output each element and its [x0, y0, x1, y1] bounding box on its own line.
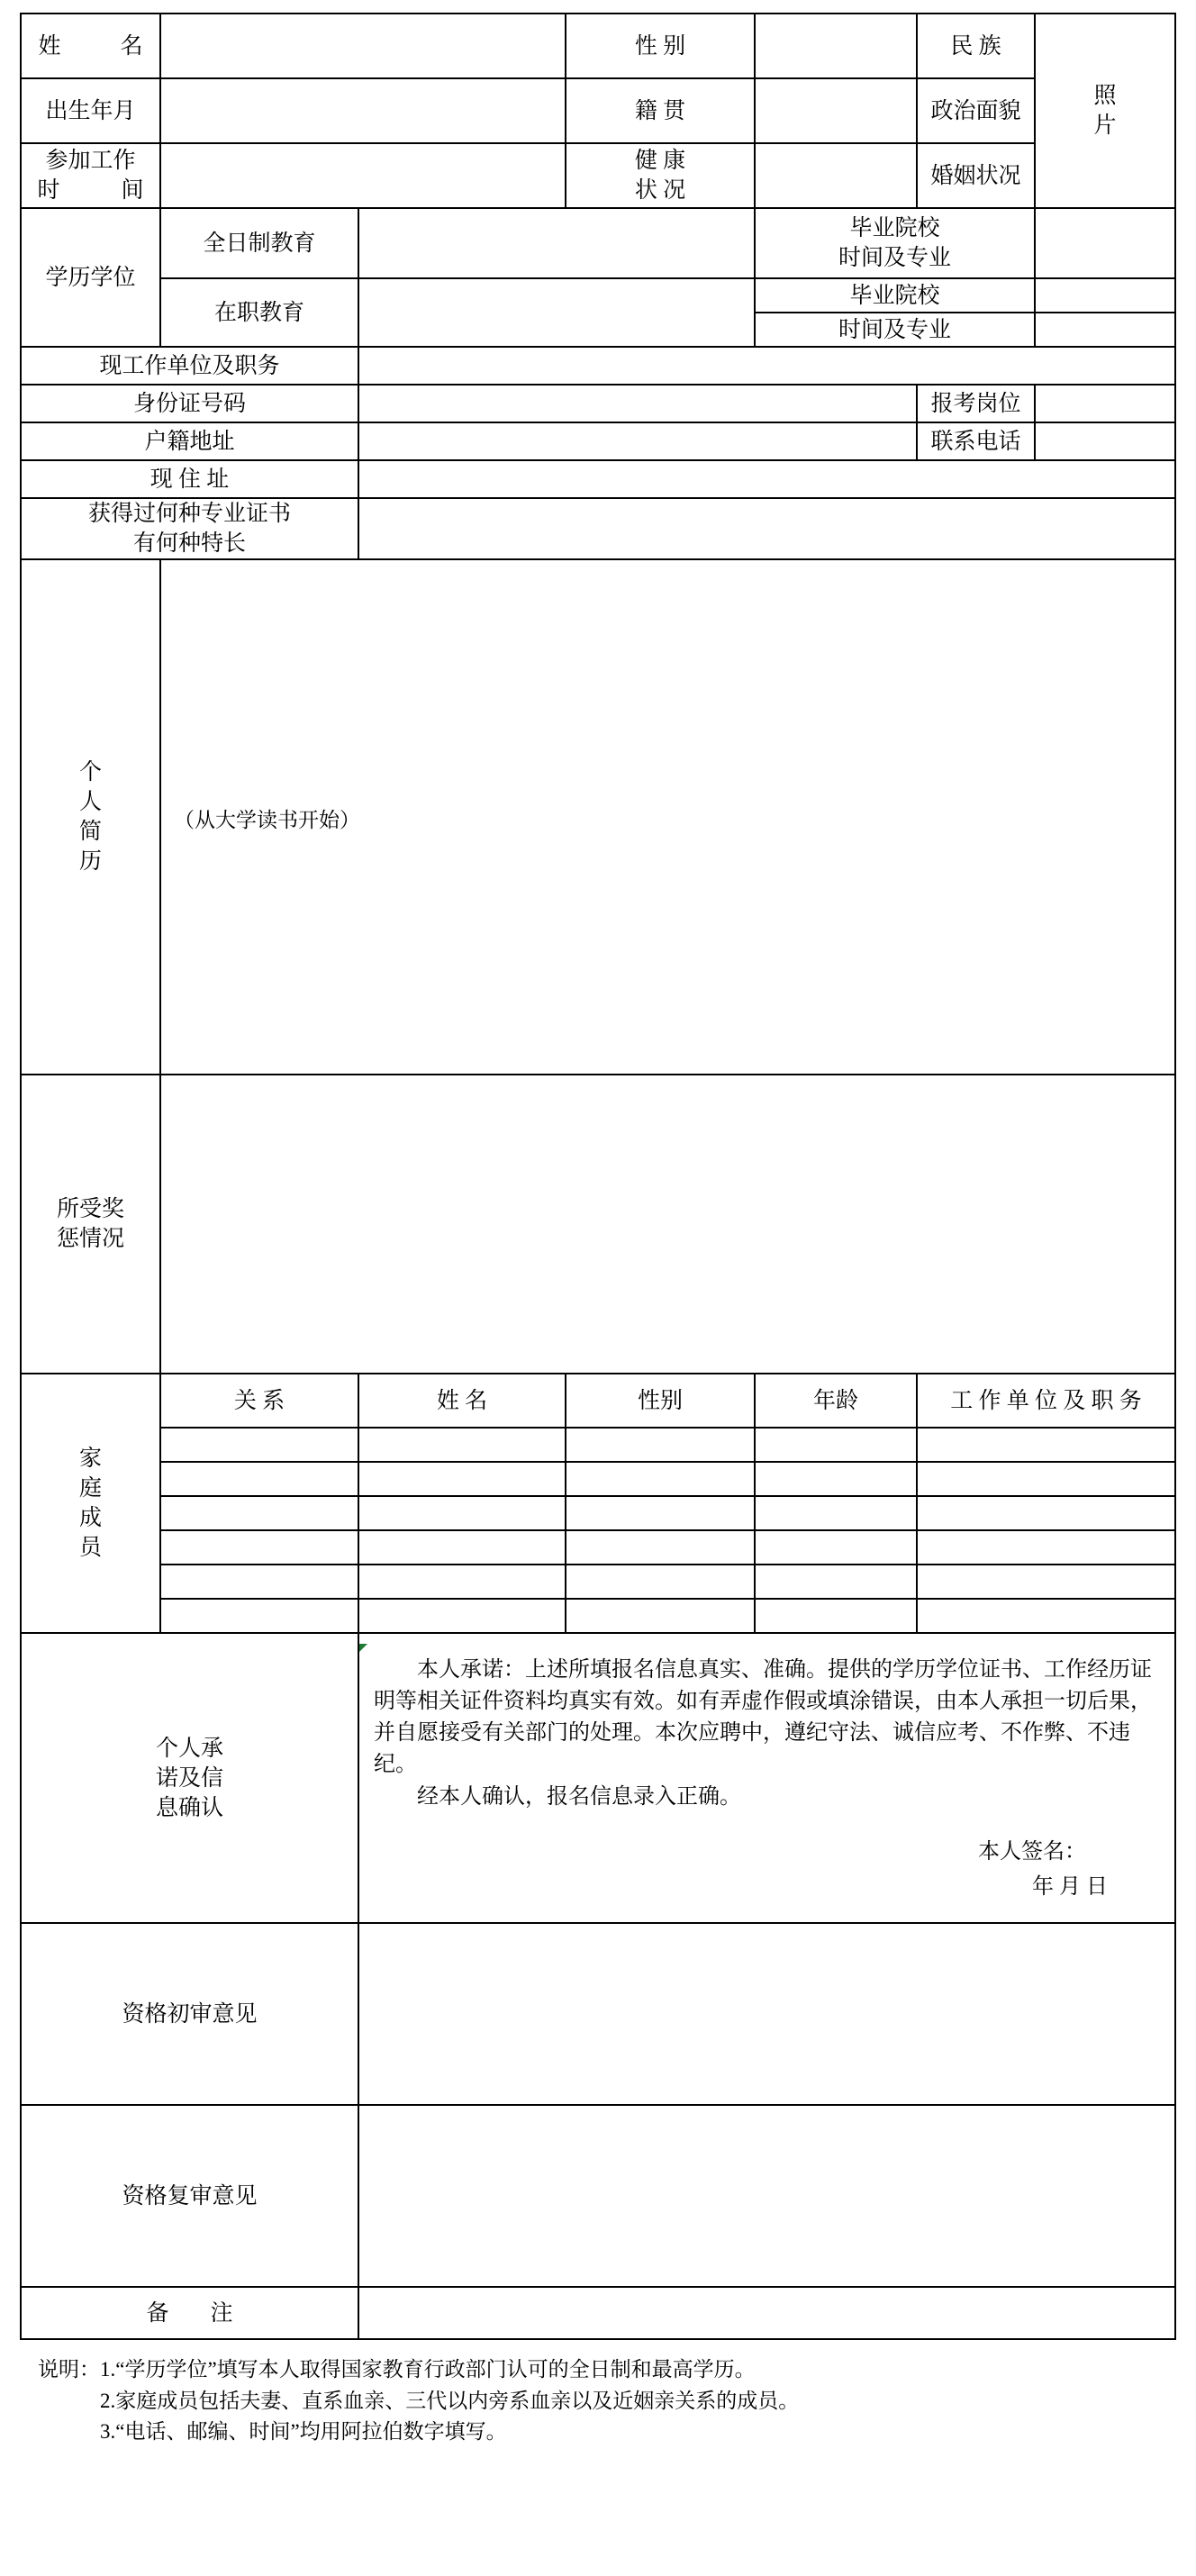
label-current-address-text: 现 住 址 — [150, 467, 230, 492]
label-rewards-line2: 惩情况 — [56, 1227, 124, 1251]
field-personal-resume[interactable] — [160, 559, 1175, 1075]
family-cell-employer[interactable] — [917, 1599, 1175, 1633]
label-birth-date-text: 出生年月 — [45, 98, 136, 123]
family-cell-employer[interactable] — [917, 1462, 1175, 1496]
label-household-address — [21, 422, 358, 460]
label-rewards-line1: 所受奖 — [56, 1197, 124, 1221]
field-id-number[interactable] — [358, 385, 917, 422]
family-header-employer: 工 作 单 位 及 职 务 — [917, 1374, 1175, 1428]
family-cell-age[interactable] — [755, 1428, 917, 1462]
row-current-address — [21, 460, 1175, 498]
family-cell-relation[interactable] — [160, 1530, 358, 1565]
footnote-row — [38, 2354, 1176, 2448]
field-gender[interactable] — [755, 14, 917, 78]
label-fulltime-education-text: 全日制教育 — [203, 231, 316, 256]
field-rewards-punishments[interactable] — [160, 1075, 1175, 1374]
field-current-address[interactable] — [358, 460, 1175, 498]
label-political-status — [917, 78, 1035, 143]
label-native-place-text: 籍 贯 — [634, 98, 686, 123]
label-fulltime-school — [755, 208, 1035, 278]
table-row — [21, 1565, 1175, 1599]
label-remarks — [21, 2287, 358, 2339]
label-fulltime-school-line1: 毕业院校 — [849, 216, 940, 240]
footnote-heading: 说明： — [38, 2358, 100, 2381]
family-cell-gender[interactable] — [566, 1462, 755, 1496]
comment-marker-icon — [359, 1644, 367, 1652]
label-commitment-line2: 诺及信 — [155, 1765, 223, 1791]
label-second-review-text: 资格复审意见 — [122, 2183, 258, 2209]
footnote-item-2: 2.家庭成员包括夫妻、直系血亲、三代以内旁系血亲以及近姻亲关系的成员。 — [100, 2389, 800, 2412]
field-inservice-education[interactable] — [358, 278, 755, 347]
field-second-review[interactable] — [358, 2105, 1175, 2287]
label-education-degree-text: 学历学位 — [45, 265, 136, 290]
family-cell-employer[interactable] — [917, 1428, 1175, 1462]
family-cell-employer[interactable] — [917, 1530, 1175, 1565]
commitment-paragraph-1: 本人承诺：上述所填报名信息真实、准确。提供的学历学位证书、工作经历证明等相关证件资料均真实有效。如有弄虚作假或填涂错误，由本人承担一切后果，并自愿接受有关部门的处理。本次应聘中，遵纪守法、诚信应考、不作弊、不违纪。 — [374, 1658, 1152, 1777]
family-cell-gender[interactable] — [566, 1496, 755, 1530]
label-inservice-school-line2 — [755, 313, 1035, 347]
family-cell-age[interactable] — [755, 1565, 917, 1599]
family-cell-gender[interactable] — [566, 1565, 755, 1599]
row-education-inservice-top — [21, 278, 1175, 313]
row-family-header — [21, 1374, 1175, 1428]
label-inservice-education — [160, 278, 358, 347]
family-cell-age[interactable] — [755, 1496, 917, 1530]
label-marital-status — [917, 143, 1035, 208]
label-birth-date — [21, 78, 160, 143]
registration-form-table — [20, 13, 1176, 2340]
resume-start-note: （从大学读书开始） — [174, 809, 360, 832]
label-certificates-line2: 有何种特长 — [132, 531, 246, 556]
row-certificates-specialties — [21, 498, 1175, 559]
row-birth-native-political — [21, 78, 1175, 143]
family-cell-relation[interactable] — [160, 1565, 358, 1599]
family-header-relation: 关 系 — [160, 1374, 358, 1428]
label-second-review — [21, 2105, 358, 2287]
label-inservice-school-line2-text: 时间及专业 — [838, 317, 952, 342]
family-header-gender: 性别 — [566, 1374, 755, 1428]
table-row — [21, 1496, 1175, 1530]
label-education-degree — [21, 208, 160, 347]
label-inservice-education-text: 在职教育 — [213, 300, 304, 325]
label-remarks-text: 备 注 — [146, 2300, 233, 2326]
label-political-status-text: 政治面貌 — [930, 98, 1021, 123]
label-first-review-text: 资格初审意见 — [122, 2001, 258, 2027]
label-applied-post — [917, 385, 1035, 422]
label-id-number-text: 身份证号码 — [132, 391, 246, 416]
label-rewards-punishments — [21, 1075, 160, 1374]
field-first-review[interactable] — [358, 1923, 1175, 2105]
label-work-start-time — [21, 143, 160, 208]
row-household-address — [21, 422, 1175, 460]
field-fulltime-school[interactable] — [1035, 208, 1175, 278]
row-commitment — [21, 1633, 1175, 1923]
label-health-status — [566, 143, 755, 208]
label-name — [21, 14, 160, 78]
label-resume-char-3: 历 — [78, 849, 102, 874]
footnote-item-1: 1.“学历学位”填写本人取得国家教育行政部门认可的全日制和最高学历。 — [100, 2358, 756, 2381]
family-cell-name[interactable] — [358, 1496, 566, 1530]
field-name[interactable] — [160, 14, 566, 78]
field-health-status[interactable] — [755, 143, 917, 208]
family-cell-name[interactable] — [358, 1428, 566, 1462]
label-marital-status-text: 婚姻状况 — [930, 163, 1021, 188]
family-cell-gender[interactable] — [566, 1428, 755, 1462]
label-resume-char-0: 个 — [78, 760, 102, 785]
label-inservice-school-line1-text: 毕业院校 — [849, 283, 940, 308]
label-family-char-1: 庭 — [78, 1476, 102, 1501]
label-family-members — [21, 1374, 160, 1633]
commitment-content — [358, 1633, 1175, 1923]
table-row — [21, 1599, 1175, 1633]
family-cell-employer[interactable] — [917, 1496, 1175, 1530]
field-household-address[interactable] — [358, 422, 917, 460]
label-commitment-line3: 息确认 — [155, 1795, 223, 1820]
field-native-place[interactable] — [755, 78, 917, 143]
field-inservice-school-bottom[interactable] — [1035, 313, 1175, 347]
field-current-employer[interactable] — [358, 347, 1175, 385]
footnote-item-3: 3.“电话、邮编、时间”均用阿拉伯数字填写。 — [100, 2420, 507, 2443]
photo-label-line1: 照 — [1093, 84, 1117, 108]
form-footnotes — [20, 2354, 1176, 2448]
label-personal-resume — [21, 559, 160, 1075]
field-remarks[interactable] — [358, 2287, 1175, 2339]
field-birth-date[interactable] — [160, 78, 566, 143]
field-work-start-time[interactable] — [160, 143, 566, 208]
label-work-start-line2: 时 间 — [37, 178, 144, 203]
table-row — [21, 1462, 1175, 1496]
footnote-list — [100, 2354, 799, 2448]
row-name-gender-ethnicity — [21, 14, 1175, 78]
row-remarks — [21, 2287, 1175, 2339]
label-health-line2: 状 况 — [634, 178, 686, 203]
label-ethnicity — [917, 14, 1035, 78]
label-applied-post-text: 报考岗位 — [930, 391, 1021, 416]
label-certificates-line1: 获得过何种专业证书 — [87, 502, 291, 526]
field-inservice-school-top[interactable] — [1035, 278, 1175, 313]
family-cell-age[interactable] — [755, 1599, 917, 1633]
label-resume-char-2: 简 — [78, 820, 102, 844]
row-personal-resume — [21, 559, 1175, 1075]
family-cell-gender[interactable] — [566, 1530, 755, 1565]
row-education-fulltime — [21, 208, 1175, 278]
label-name-text: 姓 名 — [38, 33, 145, 59]
label-inservice-school-line1 — [755, 278, 1035, 313]
label-resume-char-1: 人 — [78, 790, 102, 814]
field-phone[interactable] — [1035, 422, 1175, 460]
label-id-number — [21, 385, 358, 422]
table-row — [21, 1530, 1175, 1565]
label-native-place — [566, 78, 755, 143]
family-cell-relation[interactable] — [160, 1428, 358, 1462]
field-certificates[interactable] — [358, 498, 1175, 559]
field-fulltime-education[interactable] — [358, 208, 755, 278]
family-header-age: 年龄 — [755, 1374, 917, 1428]
label-fulltime-school-line2: 时间及专业 — [838, 246, 952, 270]
label-certificates — [21, 498, 358, 559]
commitment-text-block — [359, 1644, 1174, 1911]
table-row — [21, 1428, 1175, 1462]
label-health-line1: 健 康 — [634, 149, 686, 173]
signature-label: 本人签名： — [978, 1839, 1087, 1864]
label-gender — [566, 14, 755, 78]
row-first-review — [21, 1923, 1175, 2105]
family-cell-gender[interactable] — [566, 1599, 755, 1633]
family-cell-name[interactable] — [358, 1565, 566, 1599]
row-current-employer — [21, 347, 1175, 385]
label-phone — [917, 422, 1035, 460]
family-cell-relation[interactable] — [160, 1462, 358, 1496]
family-cell-age[interactable] — [755, 1530, 917, 1565]
family-cell-name[interactable] — [358, 1462, 566, 1496]
label-current-employer-text: 现工作单位及职务 — [99, 353, 280, 378]
label-family-char-2: 成 — [78, 1506, 102, 1530]
family-cell-relation[interactable] — [160, 1496, 358, 1530]
label-current-employer — [21, 347, 358, 385]
label-commitment-line1: 个人承 — [155, 1736, 223, 1761]
label-ethnicity-text: 民 族 — [950, 33, 1001, 59]
photo-box[interactable] — [1035, 14, 1175, 208]
label-family-char-3: 员 — [78, 1536, 102, 1560]
family-cell-name[interactable] — [358, 1530, 566, 1565]
row-rewards-punishments — [21, 1075, 1175, 1374]
family-cell-employer[interactable] — [917, 1565, 1175, 1599]
label-work-start-line1: 参加工作 — [45, 149, 136, 173]
row-id-number — [21, 385, 1175, 422]
label-current-address — [21, 460, 358, 498]
row-second-review — [21, 2105, 1175, 2287]
label-family-char-0: 家 — [78, 1447, 102, 1471]
label-phone-text: 联系电话 — [930, 429, 1021, 454]
field-applied-post[interactable] — [1035, 385, 1175, 422]
family-cell-relation[interactable] — [160, 1599, 358, 1633]
signature-date-label[interactable]: 年 月 日 — [1032, 1874, 1109, 1899]
label-commitment — [21, 1633, 358, 1923]
label-first-review — [21, 1923, 358, 2105]
photo-label-line2: 片 — [1093, 113, 1117, 138]
label-household-address-text: 户籍地址 — [144, 429, 235, 454]
family-cell-name[interactable] — [358, 1599, 566, 1633]
label-fulltime-education — [160, 208, 358, 278]
row-workstart-health-marital — [21, 143, 1175, 208]
label-gender-text: 性 别 — [634, 33, 686, 59]
family-cell-age[interactable] — [755, 1462, 917, 1496]
family-header-name: 姓 名 — [358, 1374, 566, 1428]
commitment-paragraph-2: 经本人确认，报名信息录入正确。 — [417, 1784, 741, 1809]
